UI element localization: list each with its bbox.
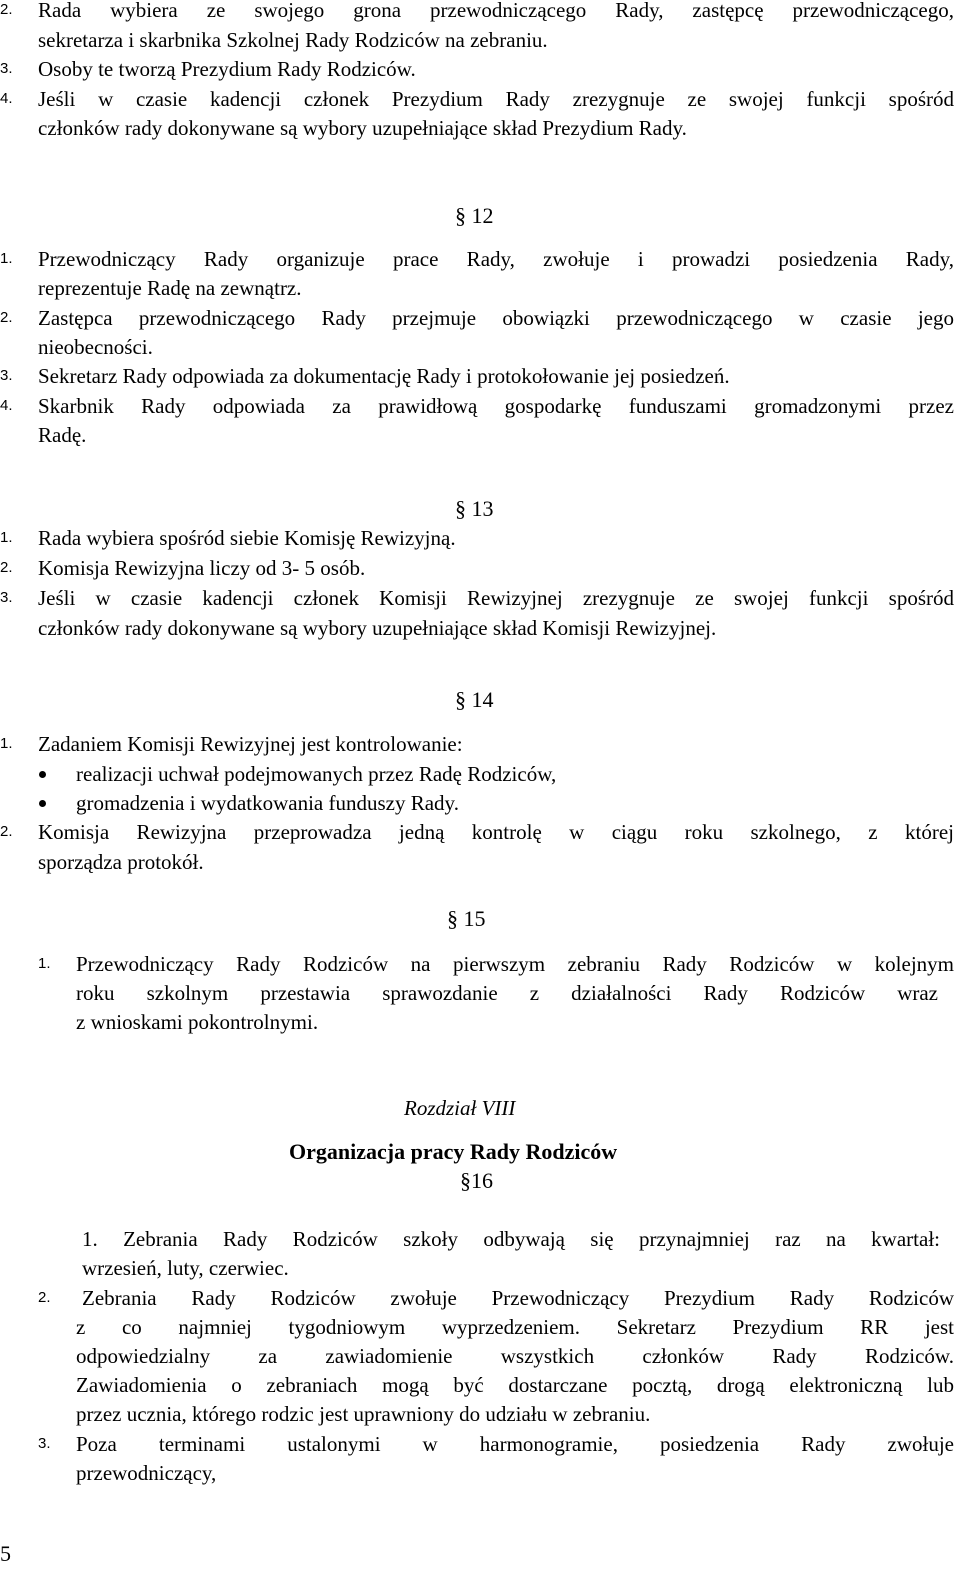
paragraph-line: roku szkolnym przestawia sprawozdanie z działalności Rady Rodziców wraz xyxy=(76,981,938,1005)
bullet-icon xyxy=(39,800,46,807)
section-heading: §16 xyxy=(460,1168,493,1193)
paragraph-line: reprezentuje Radę na zewnątrz. xyxy=(38,276,302,300)
paragraph-line: nieobecności. xyxy=(38,335,153,359)
paragraph-line: z wnioskami pokontrolnymi. xyxy=(76,1010,319,1034)
list-number: 2. xyxy=(0,559,13,576)
list-number: 3. xyxy=(38,1435,51,1452)
paragraph-line: Przewodniczący Rady Rodziców na pierwszym zebraniu Rady Rodziców w kolejnym xyxy=(76,952,954,976)
paragraph-line: Zastępca przewodniczącego Rady przejmuje obowiązki przewodniczącego w czasie jego xyxy=(38,306,954,330)
paragraph-line: Komisja Rewizyjna liczy od 3- 5 osób. xyxy=(38,556,366,580)
section-heading: § 12 xyxy=(455,203,494,228)
list-number: 1. xyxy=(0,250,13,267)
chapter-title: Rozdział VIII xyxy=(404,1096,516,1120)
section-heading: § 15 xyxy=(447,906,486,931)
paragraph-line: Przewodniczący Rady organizuje prace Rady, zwołuje i prowadzi posiedzenia Rady, xyxy=(38,247,954,271)
paragraph-line: Komisja Rewizyjna przeprowadza jedną kontrolę w ciągu roku szkolnego, z której xyxy=(38,820,954,844)
paragraph-line: członków rady dokonywane są wybory uzupełniające skład Prezydium Rady. xyxy=(38,116,687,140)
bullet-icon xyxy=(39,771,46,778)
paragraph-line: 1. Zebrania Rady Rodziców szkoły odbywają się przynajmniej raz na kwartał: xyxy=(82,1227,940,1251)
section-heading: § 13 xyxy=(455,496,494,521)
list-number: 1. xyxy=(38,955,51,972)
paragraph-line: Sekretarz Rady odpowiada za dokumentację Rady i protokołowanie jej posiedzeń. xyxy=(38,364,730,388)
paragraph-line: z co najmniej tygodniowym wyprzedzeniem. Sekretarz Prezydium RR jest xyxy=(76,1315,954,1339)
list-number: 4. xyxy=(0,397,13,414)
paragraph-line: Rada wybiera ze swojego grona przewodniczącego Rady, zastępcę przewodniczącego, xyxy=(38,0,954,22)
paragraph-line: przez ucznia, którego rodzic jest uprawniony do udziału w zebraniu. xyxy=(76,1402,651,1426)
paragraph-line: Zadaniem Komisji Rewizyjnej jest kontrolowanie: xyxy=(38,732,463,756)
list-number: 1. xyxy=(0,529,13,546)
paragraph-line: Zebrania Rady Rodziców zwołuje Przewodniczący Prezydium Rady Rodziców xyxy=(82,1286,954,1310)
paragraph-line: Skarbnik Rady odpowiada za prawidłową gospodarkę funduszami gromadzonymi przez xyxy=(38,394,954,418)
list-number: 2. xyxy=(0,309,13,326)
list-number: 2. xyxy=(0,1,13,18)
paragraph-line: Zawiadomienia o zebraniach mogą być dostarczane pocztą, drogą elektroniczną lub xyxy=(76,1373,954,1397)
page-number: 5 xyxy=(0,1541,11,1566)
paragraph-line: członków rady dokonywane są wybory uzupełniające skład Komisji Rewizyjnej. xyxy=(38,616,717,640)
list-number: 2. xyxy=(38,1289,51,1306)
list-number: 3. xyxy=(0,367,13,384)
paragraph-line: sporządza protokół. xyxy=(38,850,204,874)
bullet-item: gromadzenia i wydatkowania funduszy Rady. xyxy=(76,791,459,815)
paragraph-line: sekretarza i skarbnika Szkolnej Rady Rodziców na zebraniu. xyxy=(38,28,548,52)
paragraph-line: Poza terminami ustalonymi w harmonogramie, posiedzenia Rady zwołuje xyxy=(76,1432,954,1456)
list-number: 1. xyxy=(0,735,13,752)
paragraph-line: Osoby te tworzą Prezydium Rady Rodziców. xyxy=(38,57,416,81)
list-number: 2. xyxy=(0,823,13,840)
paragraph-line: Radę. xyxy=(38,423,87,447)
list-number: 3. xyxy=(0,589,13,606)
paragraph-line: wrzesień, luty, czerwiec. xyxy=(82,1256,289,1280)
paragraph-line: Jeśli w czasie kadencji członek Prezydium Rady zrezygnuje ze swojej funkcji spośród xyxy=(38,87,954,111)
paragraph-line: przewodniczący, xyxy=(76,1461,217,1485)
list-number: 3. xyxy=(0,60,13,77)
bullet-item: realizacji uchwał podejmowanych przez Radę Rodziców, xyxy=(76,762,557,786)
paragraph-line: Rada wybiera spośród siebie Komisję Rewizyjną. xyxy=(38,526,456,550)
list-number: 4. xyxy=(0,90,13,107)
section-heading: § 14 xyxy=(455,687,494,712)
paragraph-line: odpowiedzialny za zawiadomienie wszystkich członków Rady Rodziców. xyxy=(76,1344,954,1368)
chapter-name: Organizacja pracy Rady Rodziców xyxy=(289,1139,618,1164)
paragraph-line: Jeśli w czasie kadencji członek Komisji Rewizyjnej zrezygnuje ze swojej funkcji spośród xyxy=(38,586,954,610)
